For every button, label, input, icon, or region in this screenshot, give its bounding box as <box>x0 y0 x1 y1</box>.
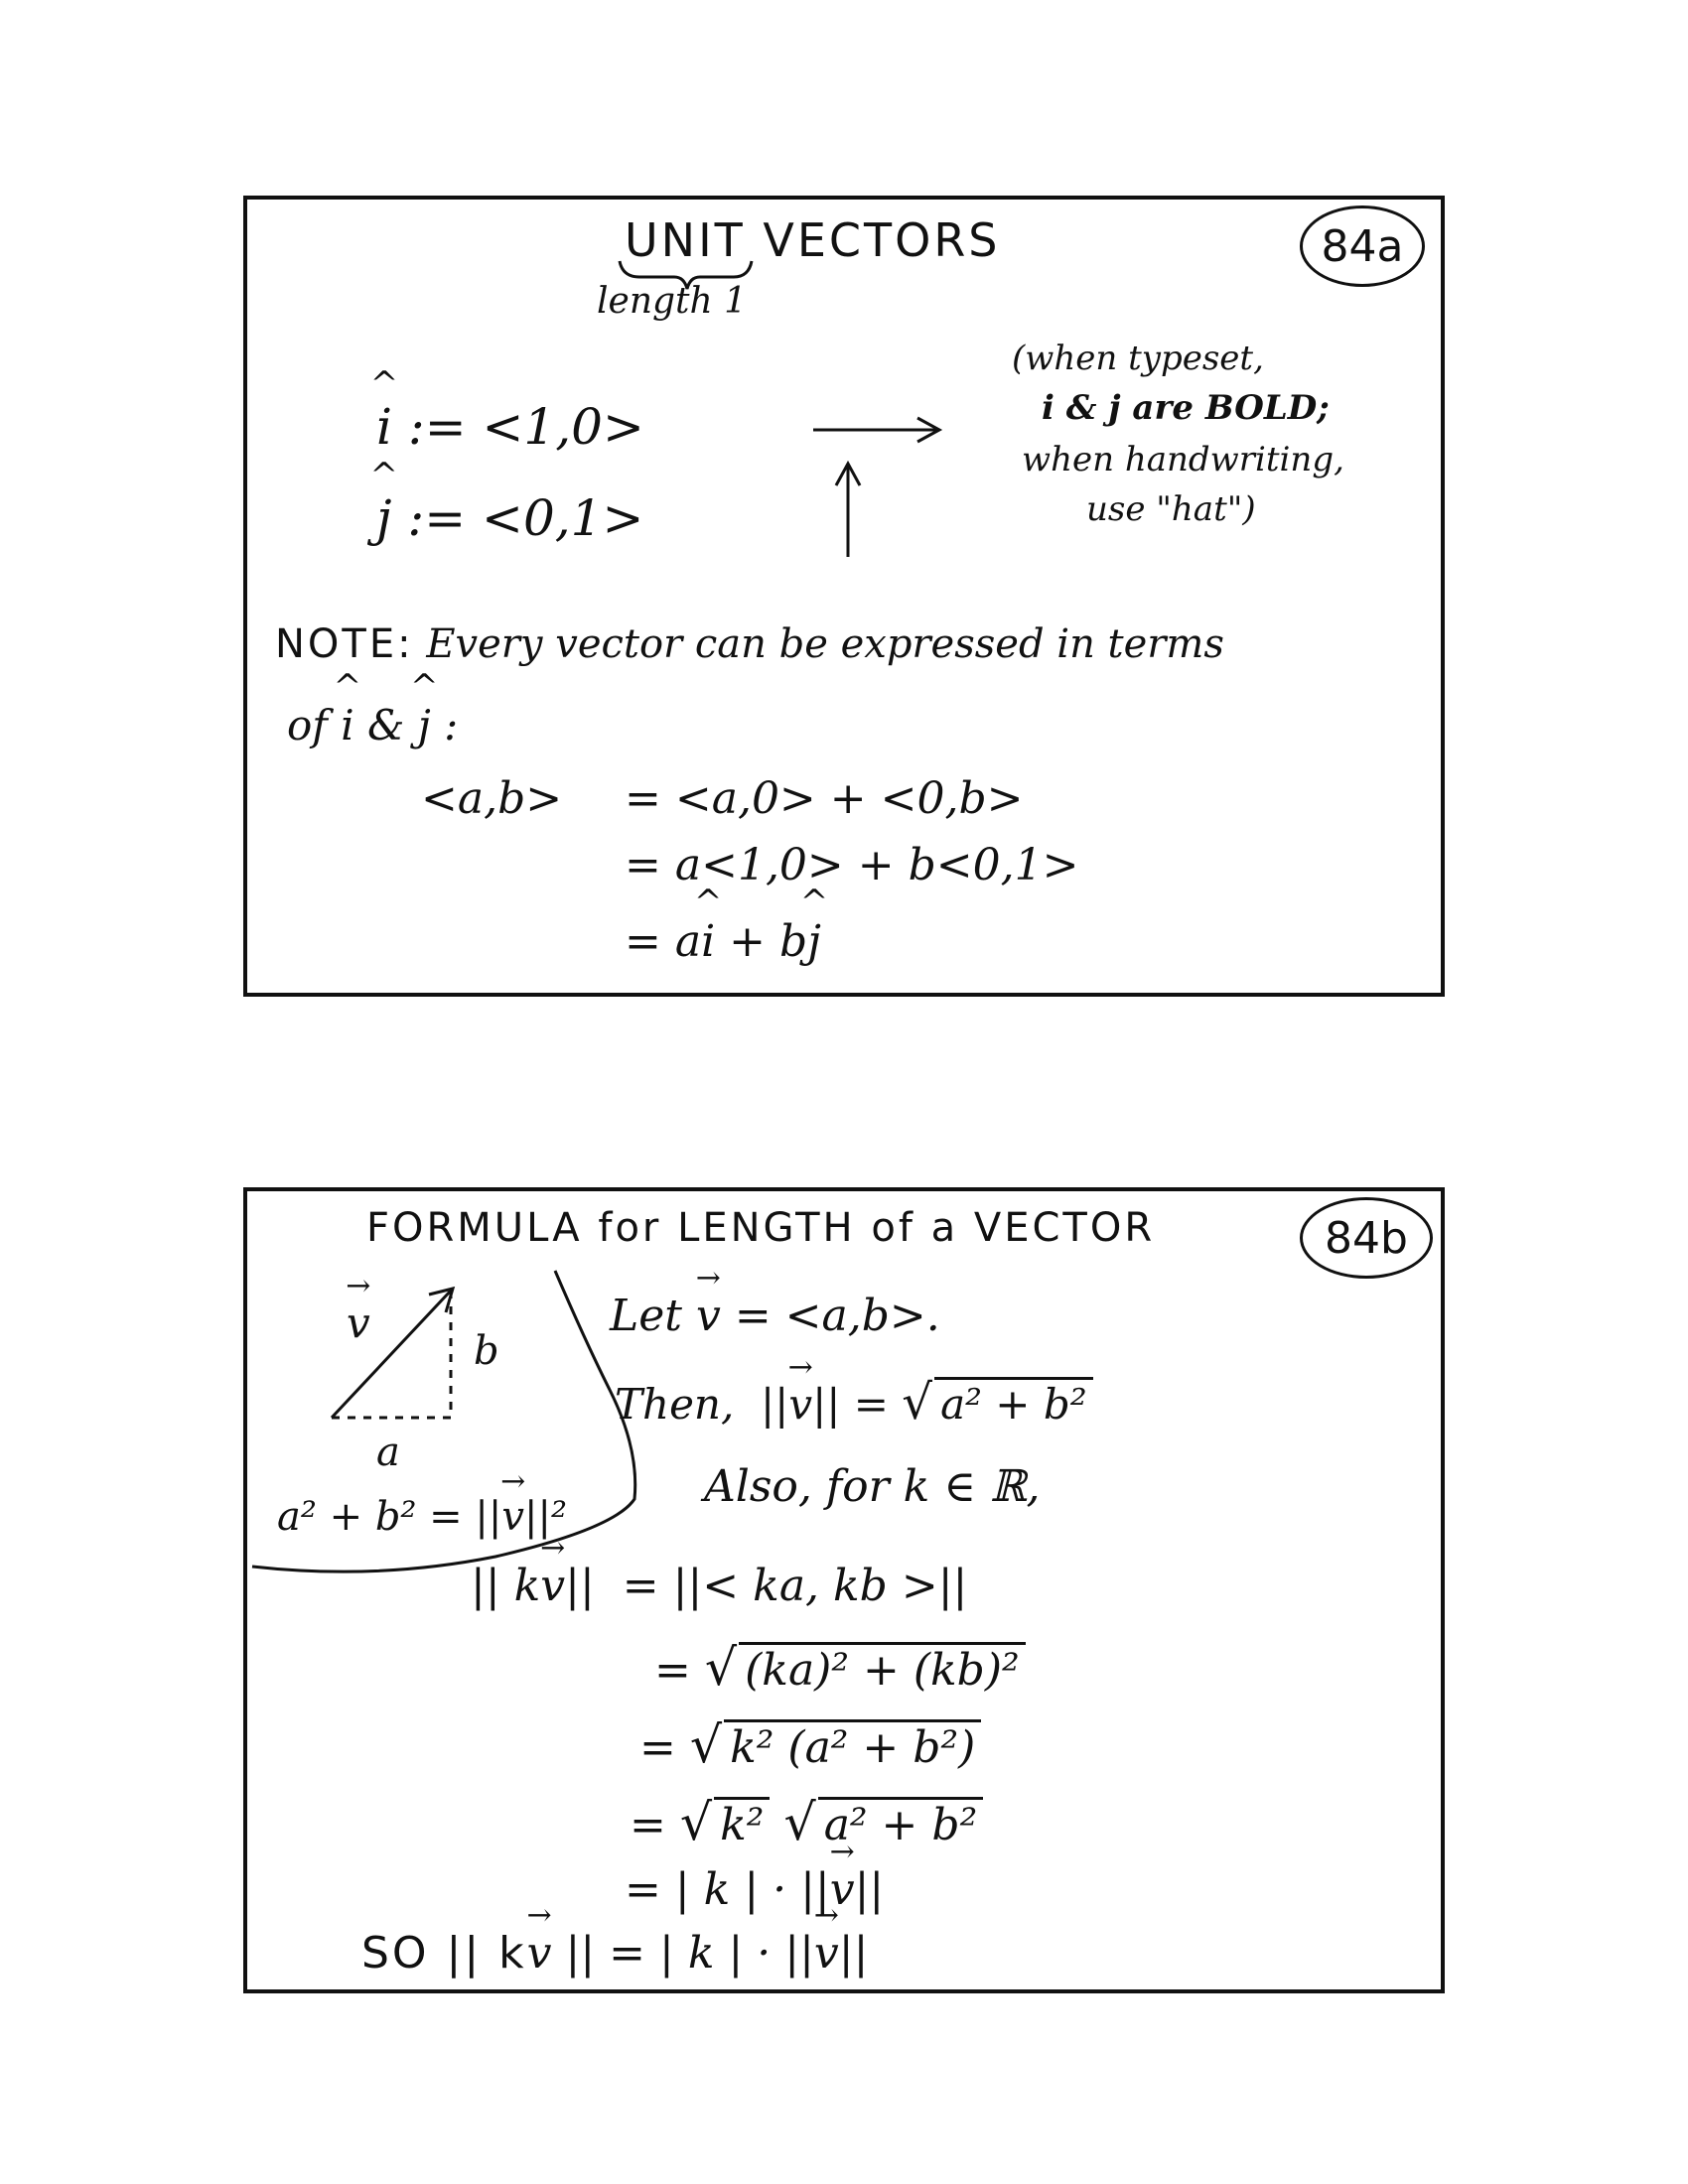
pythagorean-relation <box>277 1494 567 1540</box>
eq3-i-hat: ^ i <box>701 916 715 967</box>
note-text: Every vector can be expressed in terms <box>426 621 1224 667</box>
note-amp: & <box>367 701 405 750</box>
i-hat-value: := <1,0> <box>407 398 644 456</box>
diagram-v: → v <box>347 1298 370 1347</box>
let-word: Let <box>610 1291 682 1341</box>
then-word: Then, <box>615 1380 735 1429</box>
step1-lhs-close: || <box>565 1561 595 1611</box>
note-colon: : <box>444 701 459 750</box>
step2-root: (ka)² + (kb)² <box>739 1642 1026 1696</box>
eq3-plus: + b <box>729 916 808 967</box>
diagram-b-label: b <box>474 1328 499 1374</box>
slide-b-badge: 84b <box>1300 1197 1433 1279</box>
pythag-v: → v <box>501 1494 524 1540</box>
then-root: a² + b² <box>934 1377 1093 1429</box>
step5-pre: = | k | · || <box>625 1864 830 1915</box>
diagram-a-label: a <box>376 1430 400 1475</box>
step5 <box>625 1864 884 1915</box>
conclusion-v1: → v <box>527 1928 552 1979</box>
step1-lhs-open: || k <box>471 1561 541 1611</box>
i-hat-definition <box>376 398 644 456</box>
step2-radical-icon: √ <box>704 1638 738 1697</box>
j-hat-definition <box>376 489 643 547</box>
then-v: → v <box>788 1380 812 1429</box>
pythag-norm-close: ||² <box>523 1494 567 1540</box>
let-statement <box>610 1291 940 1341</box>
step3 <box>639 1715 981 1774</box>
pythag-lhs: a² + b² = <box>277 1494 463 1540</box>
eq3-j-hat: ^ j <box>807 916 821 967</box>
step3-radical-icon: √ <box>689 1715 723 1774</box>
step3-eq: = <box>639 1722 676 1773</box>
j-hat-value: := <0,1> <box>407 489 644 547</box>
step4-eq: = <box>630 1800 666 1850</box>
let-v: → v <box>696 1291 721 1341</box>
typeset-note-line2: i & j are BOLD; <box>1042 388 1330 428</box>
let-definition: = <a,b>. <box>734 1291 940 1341</box>
j-hat-symbol: ^ j <box>376 489 392 547</box>
step1-rhs: = ||< ka, kb >|| <box>622 1561 968 1611</box>
step2 <box>654 1638 1026 1697</box>
then-norm-close: || = <box>812 1380 889 1429</box>
conclusion <box>361 1928 868 1979</box>
slide-vector-length <box>243 1187 1445 1993</box>
conclusion-v2: → v <box>814 1928 839 1979</box>
step5-post: || <box>854 1864 885 1915</box>
note-i-hat: ^ i <box>341 701 353 750</box>
also-statement: Also, for k ∈ ℝ, <box>704 1461 1041 1512</box>
note-of: of <box>287 701 328 750</box>
note-j-hat: ^ j <box>418 701 431 750</box>
step4-root1: k² <box>714 1797 770 1850</box>
slide-a-subtitle: length 1 <box>597 281 748 322</box>
step3-root: k² (a² + b²) <box>724 1719 981 1773</box>
eq1-lhs: <a,b> <box>421 773 563 824</box>
conclusion-mid: || = | k | · || <box>565 1928 814 1979</box>
conclusion-pre: SO || k <box>361 1928 527 1979</box>
pythag-norm-open: || <box>475 1494 502 1540</box>
typeset-note-line4: use "hat") <box>1086 489 1256 529</box>
diagram-vector-label <box>347 1298 370 1347</box>
typeset-note-line1: (when typeset, <box>1012 339 1264 378</box>
note-label: NOTE: <box>275 621 414 667</box>
slide-b-title: FORMULA for LENGTH of a VECTOR <box>366 1205 1156 1251</box>
step2-eq: = <box>654 1645 691 1696</box>
note-line2 <box>287 701 458 750</box>
note-line1 <box>275 621 1224 667</box>
step1 <box>471 1561 967 1611</box>
step4-root2: a² + b² <box>818 1797 984 1850</box>
eq3-rhs <box>625 916 821 967</box>
step1-v: → v <box>540 1561 565 1611</box>
eq2-rhs: = a<1,0> + b<0,1> <box>625 840 1079 890</box>
eq3-eq: = a <box>625 916 702 967</box>
slide-unit-vectors <box>243 196 1445 997</box>
i-hat-symbol: ^ i <box>376 398 392 456</box>
step4-radical1-icon: √ <box>679 1793 713 1851</box>
slide-a-title: UNIT VECTORS <box>625 213 1001 267</box>
step5-v: → v <box>830 1864 855 1915</box>
step4 <box>630 1793 983 1851</box>
then-radical-icon: √ <box>902 1375 933 1431</box>
then-statement <box>615 1375 1093 1431</box>
then-norm-open: || <box>761 1380 789 1429</box>
step4-radical2-icon: √ <box>783 1793 816 1851</box>
eq1-rhs: = <a,0> + <0,b> <box>625 773 1024 824</box>
typeset-note-line3: when handwriting, <box>1022 440 1344 479</box>
conclusion-post: || <box>838 1928 869 1979</box>
slide-a-badge: 84a <box>1300 205 1425 287</box>
